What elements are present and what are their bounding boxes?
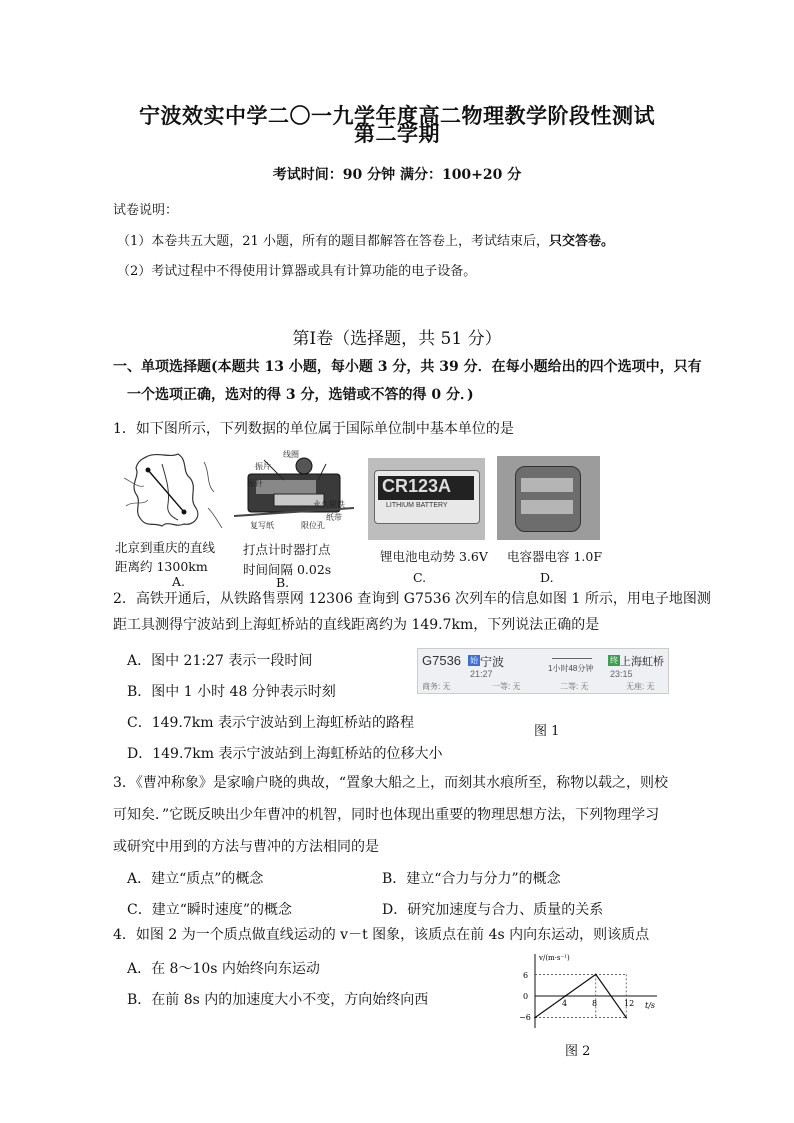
q2-figure-label: 图 1: [534, 724, 560, 739]
graph-xlabel: t/s: [645, 1001, 656, 1010]
ticket-arrow: [552, 652, 592, 659]
ticket-from: 宁波: [480, 655, 505, 669]
q1-caption-b2: 时间间隔 0.02s: [243, 562, 332, 577]
data-point-t8: [595, 974, 597, 976]
data-point-t4: [565, 995, 567, 997]
q1-stem: 1．如下图所示，下列数据的单位属于国际单位制中基本单位的是: [113, 421, 514, 437]
page-subtitle: 第二学期: [354, 121, 440, 146]
instruction-item-2: （2）考试过程中不得使用计算器或具有计算功能的电子设备。: [117, 264, 477, 279]
ticket-to-badge: 终: [610, 656, 618, 665]
q1-caption-b1: 打点计时器打点: [243, 542, 331, 557]
q4-option-b: B．在前 8s 内的加速度大小不变，方向始终向西: [127, 992, 429, 1008]
q1-caption-d: 电容器电容 1.0F: [507, 549, 603, 564]
q2-stem-1: 2．高铁开通后，从铁路售票网 12306 查询到 G7536 次列车的信息如图 1 所示，用电子地图测: [113, 591, 711, 607]
ticket-seat-business: 商务: 无: [422, 682, 451, 691]
timer-label-paper: 复写纸: [250, 521, 274, 530]
graph-ylabel: v/(m·s⁻¹): [539, 954, 570, 962]
vt-graph: [505, 950, 665, 1030]
q2-option-b: B．图中 1 小时 48 分钟表示时刻: [127, 684, 336, 700]
q4-option-a: A．在 8～10s 内始终向东运动: [127, 961, 320, 977]
graph-xtick-8: 8: [592, 999, 598, 1008]
instruction-item-1-bold: 只交答卷。: [548, 234, 614, 249]
graph-xtick-4: 4: [562, 999, 568, 1008]
timer-label-plate: 振片: [255, 462, 271, 471]
q1-caption-a2: 距离约 1300km: [115, 559, 208, 574]
ticket-seat-second: 二等: 无: [560, 682, 589, 691]
q1-label-d: D.: [540, 570, 554, 585]
instructions-heading: 试卷说明：: [113, 203, 179, 218]
q1-label-b: B.: [276, 575, 290, 590]
q3-stem-1: 3．《曹冲称象》是家喻户晓的典故，“置象大船之上，而刻其水痕所至，称物以载之，则校: [113, 775, 669, 791]
ticket-from-badge: 始: [470, 656, 478, 665]
ticket-seat-first: 一等: 无: [492, 682, 521, 691]
timer-label-hole: 限位孔: [301, 521, 325, 530]
q3-option-d: D．研究加速度与合力、质量的关系: [382, 902, 604, 918]
data-point-t0: [534, 1017, 536, 1019]
q4-stem: 4．如图 2 为一个质点做直线运动的 v－t 图象，该质点在前 4s 内向东运动，则该质点: [113, 927, 650, 943]
graph-ytick-6: 6: [523, 971, 529, 980]
q2-option-a: A．图中 21:27 表示一段时间: [127, 653, 313, 669]
q1-label-a: A.: [172, 574, 186, 589]
q3-option-c: C．建立“瞬时速度”的概念: [127, 902, 293, 918]
q3-stem-3: 或研究中用到的方法与曹冲的方法相同的是: [113, 839, 379, 855]
graph-xtick-12: 12: [624, 999, 635, 1008]
timer-label-tape: 纸带: [326, 513, 342, 522]
map-figure: [118, 448, 228, 534]
section-title: 第Ⅰ卷（选择题，共 51 分）: [292, 329, 502, 349]
q3-option-a: A．建立“质点”的概念: [127, 871, 264, 887]
battery-text: CR123A: [382, 476, 452, 496]
q2-option-d: D．149.7km 表示宁波站到上海虹桥站的位移大小: [127, 746, 443, 762]
data-point-t12: [625, 1017, 627, 1019]
q1-caption-c: 锂电池电动势 3.6V: [380, 549, 488, 564]
ticket-card: [417, 648, 669, 694]
ticket-duration: 1小时48分钟: [548, 664, 594, 673]
battery-sub: LITHIUM BATTERY: [386, 502, 448, 509]
ticket-depart: 21:27: [470, 669, 493, 679]
ticket-seat-none: 无座: 无: [626, 682, 655, 691]
part1-heading-line1: 一、单项选择题(本题共 13 小题，每小题 3 分，共 39 分．在每小题给出的四个选项中，只有: [113, 359, 702, 375]
ticket-arrive: 23:15: [610, 669, 633, 679]
q2-stem-2: 距工具测得宁波站到上海虹桥站的直线距离约为 149.7km，下列说法正确的是: [113, 617, 600, 633]
battery-photo: [368, 458, 485, 540]
ticket-to: 上海虹桥: [620, 656, 664, 668]
part1-heading-line2: 一个选项正确，选对的得 3 分，选错或不答的得 0 分．): [127, 387, 474, 403]
capacitor-photo: [497, 456, 600, 540]
graph-ytick-0: 0: [523, 992, 529, 1001]
ticket-train: G7536: [422, 653, 462, 668]
timer-label-needle: 振针: [247, 479, 263, 488]
q4-figure-label: 图 2: [565, 1044, 591, 1059]
q3-option-b: B．建立“合力与分力”的概念: [382, 871, 561, 887]
q2-option-c: C．149.7km 表示宁波站到上海虹桥站的路程: [127, 715, 414, 731]
timer-label-coil: 线圈: [283, 450, 299, 459]
instruction-item-1-text: （1）本卷共五大题，21 小题，所有的题目都解答在答卷上，考试结束后，: [117, 234, 549, 249]
exam-info: 考试时间：90 分钟 满分：100+20 分: [272, 167, 522, 183]
q3-stem-2: 可知矣．”它既反映出少年曹冲的机智，同时也体现出重要的物理思想方法，下列物理学习: [113, 807, 660, 823]
page-title: 宁波效实中学二〇一九学年度高二物理教学阶段性测试: [139, 103, 655, 128]
graph-ytick-neg6: −6: [519, 1013, 531, 1022]
instruction-item-1: [117, 230, 614, 249]
timer-label-magnet: 永久磁铁: [313, 500, 345, 509]
q1-caption-a1: 北京到重庆的直线: [115, 540, 216, 555]
q1-label-c: C.: [413, 570, 427, 585]
